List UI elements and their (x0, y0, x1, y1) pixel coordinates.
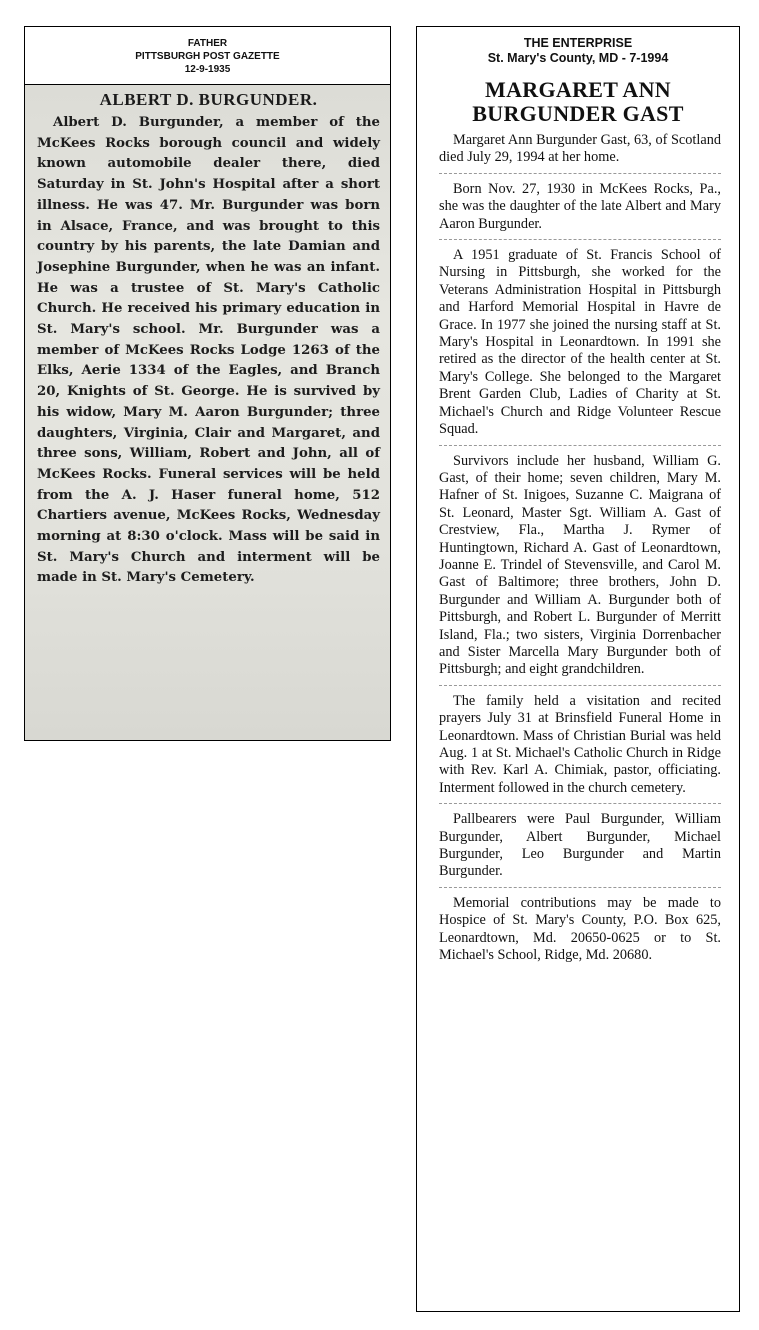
publication-date: 12-9-1935 (184, 64, 231, 75)
left-clipping-header (25, 27, 390, 85)
relation-label: FATHER (187, 38, 228, 49)
obituary-headline: ALBERT D. BURGUNDER. (99, 90, 318, 109)
daughter-obituary-clipping (416, 26, 740, 1312)
newspaper-name: PITTSBURGH POST GAZETTE (135, 51, 280, 62)
obituary-paragraph: Memorial contributions may be made to Hospice of St. Mary's County, P.O. Box 625, Leonardtown, Md. 20650-0625 or to St. Michael's School, Ridge, Md. 20680. (439, 894, 721, 964)
publication-location-date: St. Mary's County, MD - 7-1994 (487, 51, 669, 65)
obituary-body (417, 132, 739, 970)
obituary-paragraph: Survivors include her husband, William G. Gast, of their home; seven children, Mary M. Hafner of St. Inigoes, Suzanne C. Maigrana of St. Leonard, Master Sgt. William A. Gast of Crestview, Fla., Martha J. Rymer of Huntingtown, Richard A. Gast of Leonardtown, Joanne E. Trindel of Stevensville, and Carol M. Gast of Baltimore; three brothers, John D. Burgunder and William A. Burgunder both of Pittsburgh, and Robert L. Burgunder of Merritt Island, Fla.; two sisters, Virginia Dorrenbacher and Sister Marcella Mary Burgunder both of Pittsburgh; and eight grandchildren. (439, 453, 721, 686)
obituary-paragraph: Pallbearers were Paul Burgunder, William Burgunder, Albert Burgunder, Michael Burgunder, Leo Burgunder and Martin Burgunder. (439, 811, 721, 888)
obituary-paragraph: The family held a visitation and recited prayers July 31 at Brinsfield Funeral Home in Leonardtown. Mass of Christian Burial was held Aug. 1 at St. Michael's Catholic Church in Ridge with Rev. Karl A. Chimiak, pastor, officiating. Interment followed in the church cemetery. (439, 693, 721, 804)
obituary-text: Albert D. Burgunder, a member of the McKees Rocks borough council and widely known automobile dealer there, died Saturday in St. John's Hospital after a short illness. He was 47. Mr. Burgunder was born in Alsace, France, and was brought to this country by his parents, the late Damian and Josephine Burgunder, when he was an infant. He was a trustee of St. Mary's Catholic Church. He received his primary education in St. Mary's school. Mr. Burgunder was a member of McKees Rocks Lodge 1263 of the Elks, Aerie 1334 of the Eagles, and Branch 20, Knights of St. George. He is survived by his widow, Mary M. Aaron Burgunder; three daughters, Virginia, Clair and Margaret, and three sons, William, Robert and John, all of McKees Rocks. Funeral services will be held from the A. J. Haser funeral home, 512 Chartiers avenue, McKees Rocks, Wednesday morning at 8:30 o'clock. Mass will be said in St. Mary's Church and interment will be made in St. Mary's Cemetery. (37, 115, 380, 586)
right-clipping-header (417, 27, 739, 66)
father-obituary-clipping (24, 26, 391, 741)
headline-line: MARGARET ANN (485, 77, 671, 102)
left-clipping-body (25, 85, 390, 740)
obituary-paragraph: Born Nov. 27, 1930 in McKees Rocks, Pa., she was the daughter of the late Albert and Mary Aaron Burgunder. (439, 181, 721, 240)
obituary-paragraph: A 1951 graduate of St. Francis School of Nursing in Pittsburgh, she worked for the Veterans Administration Hospital in Pittsburgh and Harford Memorial Hospital in Havre de Grace. In 1977 she joined the nursing staff at St. Mary's Hospital in Leonardtown. In 1991 she retired as the director of the health center at St. Mary's College. She belonged to the Margaret Brent Garden Club, Ladies of Charity at St. Michael's Church and Ridge Volunteer Rescue Squad. (439, 247, 721, 445)
obituary-paragraph: Margaret Ann Burgunder Gast, 63, of Scotland died July 29, 1994 at her home. (439, 132, 721, 174)
headline-line: BURGUNDER GAST (472, 101, 684, 126)
newspaper-name: THE ENTERPRISE (523, 36, 633, 50)
obituary-headline (417, 78, 739, 126)
